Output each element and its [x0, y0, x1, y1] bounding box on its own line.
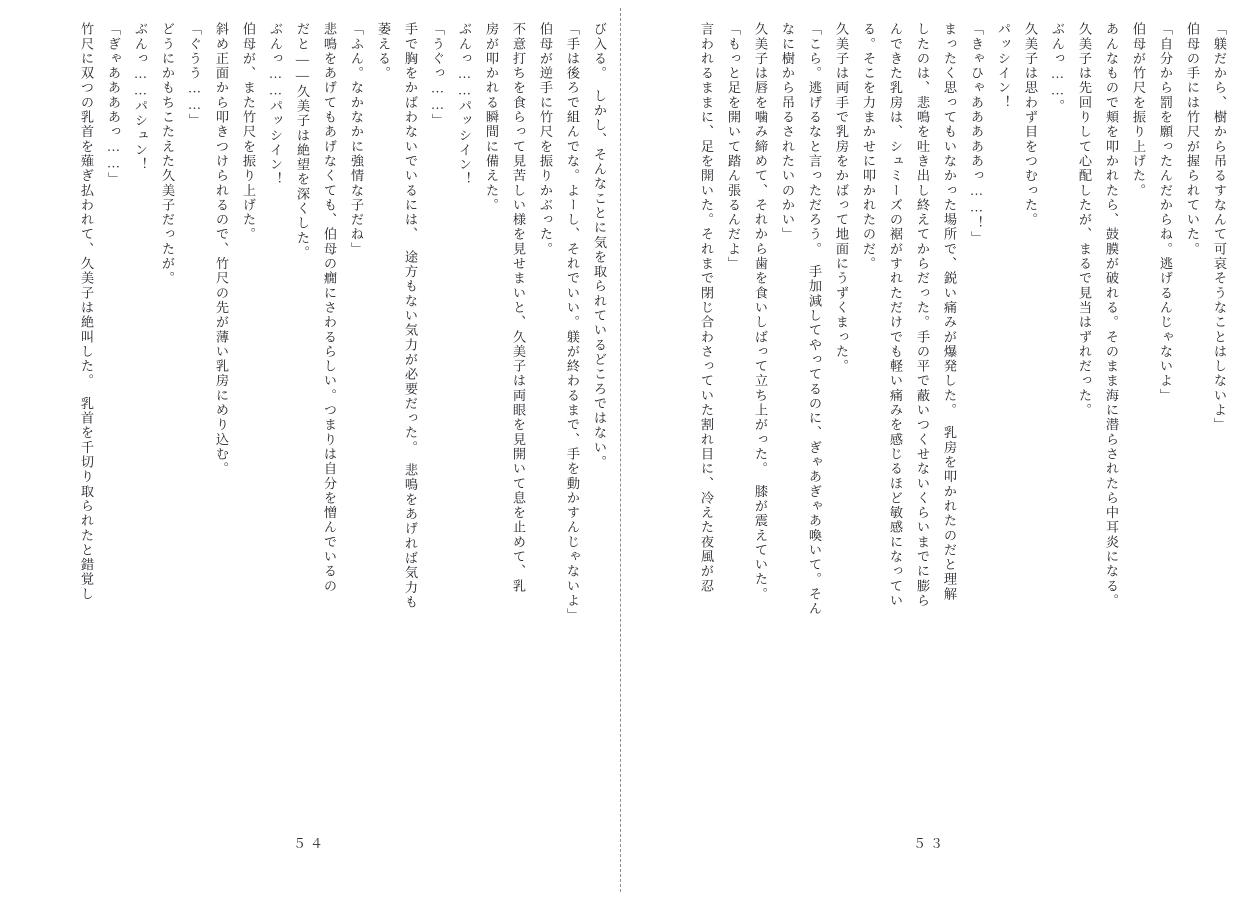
text-line: 久美子は両手で乳房をかばって地面にうずくまった。 [834, 22, 849, 374]
text-line: だと――久美子は絶望を深くした。 [295, 22, 310, 260]
text-line: 房が叩かれる瞬間に備えた。 [484, 22, 499, 213]
text-line: まったく思ってもいなかった場所で、鋭い痛みが爆発した。 乳房を叩かれたのだと理解 [942, 22, 957, 602]
text-line: どうにかもちこたえた久美子だったが。 [160, 22, 175, 286]
text-line: 「ぎゃああああっ……」 [106, 22, 121, 187]
text-line: 竹尺に双つの乳首を薙ぎ払われて、久美子は絶叫した。 乳首を千切り取られたと錯覚し [79, 22, 94, 602]
text-line: 伯母が、また竹尺を振り上げた。 [241, 22, 256, 242]
page-right [620, 0, 1240, 900]
text-line: 「もっと足を開いて踏ん張るんだよ」 [726, 22, 741, 272]
text-line: 言われるままに、足を開いた。それまで閉じ合わさっていた割れ目に、冷えた夜風が忍 [699, 22, 714, 594]
text-line: 久美子は先回りして心配したが、まるで見当はずれだった。 [1077, 22, 1092, 418]
text-line: 伯母が竹尺を振り上げた。 [1131, 22, 1146, 198]
text-line: ぶんっ……パッシイン！ [457, 22, 472, 187]
text-line: ぶんっ……。 [1050, 22, 1065, 114]
text-line: 「手は後ろで組んでな。よーし、それでいい。躾が終わるまで、手を動かすんじゃないよ」 [565, 22, 580, 623]
text-line: 「躾だから、樹から吊るすなんて可哀そうなことはしないよ」 [1212, 22, 1227, 433]
text-line: び入る。 しかし、そんなことに気を取られているどころではない。 [592, 22, 607, 470]
page-number-left: ５４ [292, 836, 327, 851]
text-line: 「こら。逃げるなと言っただろう。 手加減してやってるのに、ぎゃあぎゃあ喚いて。そん [807, 22, 822, 617]
page-left-text-block [14, 22, 606, 812]
text-line: 不意打ちを食らって見苦しい様を見せまいと、久美子は両眼を見開いて息を止めて、乳 [511, 22, 526, 594]
text-line: ぶんっ……パシュン！ [133, 22, 148, 173]
text-line: 「自分から罰を願ったんだからね。逃げるんじゃないよ」 [1158, 22, 1173, 403]
page-number-right: ５３ [912, 836, 947, 851]
text-line: ぶんっ……パッシイン！ [268, 22, 283, 187]
text-line: 久美子は思わず目をつむった。 [1023, 22, 1038, 228]
text-line: 伯母が逆手に竹尺を振りかぶった。 [538, 22, 553, 257]
text-line: る。そこを力まかせに叩かれたのだ。 [861, 22, 876, 272]
text-line: んできた乳房は、シュミーズの裾がすれただけでも軽い痛みを感じるほど敏感になってい [888, 22, 903, 608]
text-line: 萎える。 [376, 22, 391, 81]
text-line: 斜め正面から叩きつけられるので、竹尺の先が薄い乳房にめり込む。 [214, 22, 229, 477]
text-line: 久美子は唇を噛み締めて、それから歯を食いしばって立ち上がった。 膝が震えていた。 [753, 22, 768, 602]
text-line: したのは、悲鳴を吐き出し終えてからだった。手の平で蔽いつくせないくらいまでに膨ら [915, 22, 930, 608]
text-line: あんなもので頬を叩かれたら、鼓膜が破れる。そのまま海に潜らされたら中耳炎になる。 [1104, 22, 1119, 608]
text-line: 悲鳴をあげてもあげなくても、伯母の癇にさわるらしい。つまりは自分を憎んでいるの [322, 22, 337, 594]
text-line: 「うぐっ……」 [430, 22, 445, 129]
text-line: 「ぐうう……」 [187, 22, 202, 129]
page-right-text-block [634, 22, 1226, 812]
text-line: 手で胸をかばわないでいるには、 途方もない気力が必要だった。 悲鳴をあげれば気力も [403, 22, 418, 610]
text-line: 「ふん。なかなかに強情な子だね」 [349, 22, 364, 257]
text-line: 「きゃひゃあああああっ……！」 [969, 22, 984, 246]
text-line: なに樹から吊るされたいのかい」 [780, 22, 795, 242]
text-line: パッシイン！ [996, 22, 1011, 110]
page-gutter-divider [620, 8, 621, 892]
text-line: 伯母の手には竹尺が握られていた。 [1185, 22, 1200, 257]
